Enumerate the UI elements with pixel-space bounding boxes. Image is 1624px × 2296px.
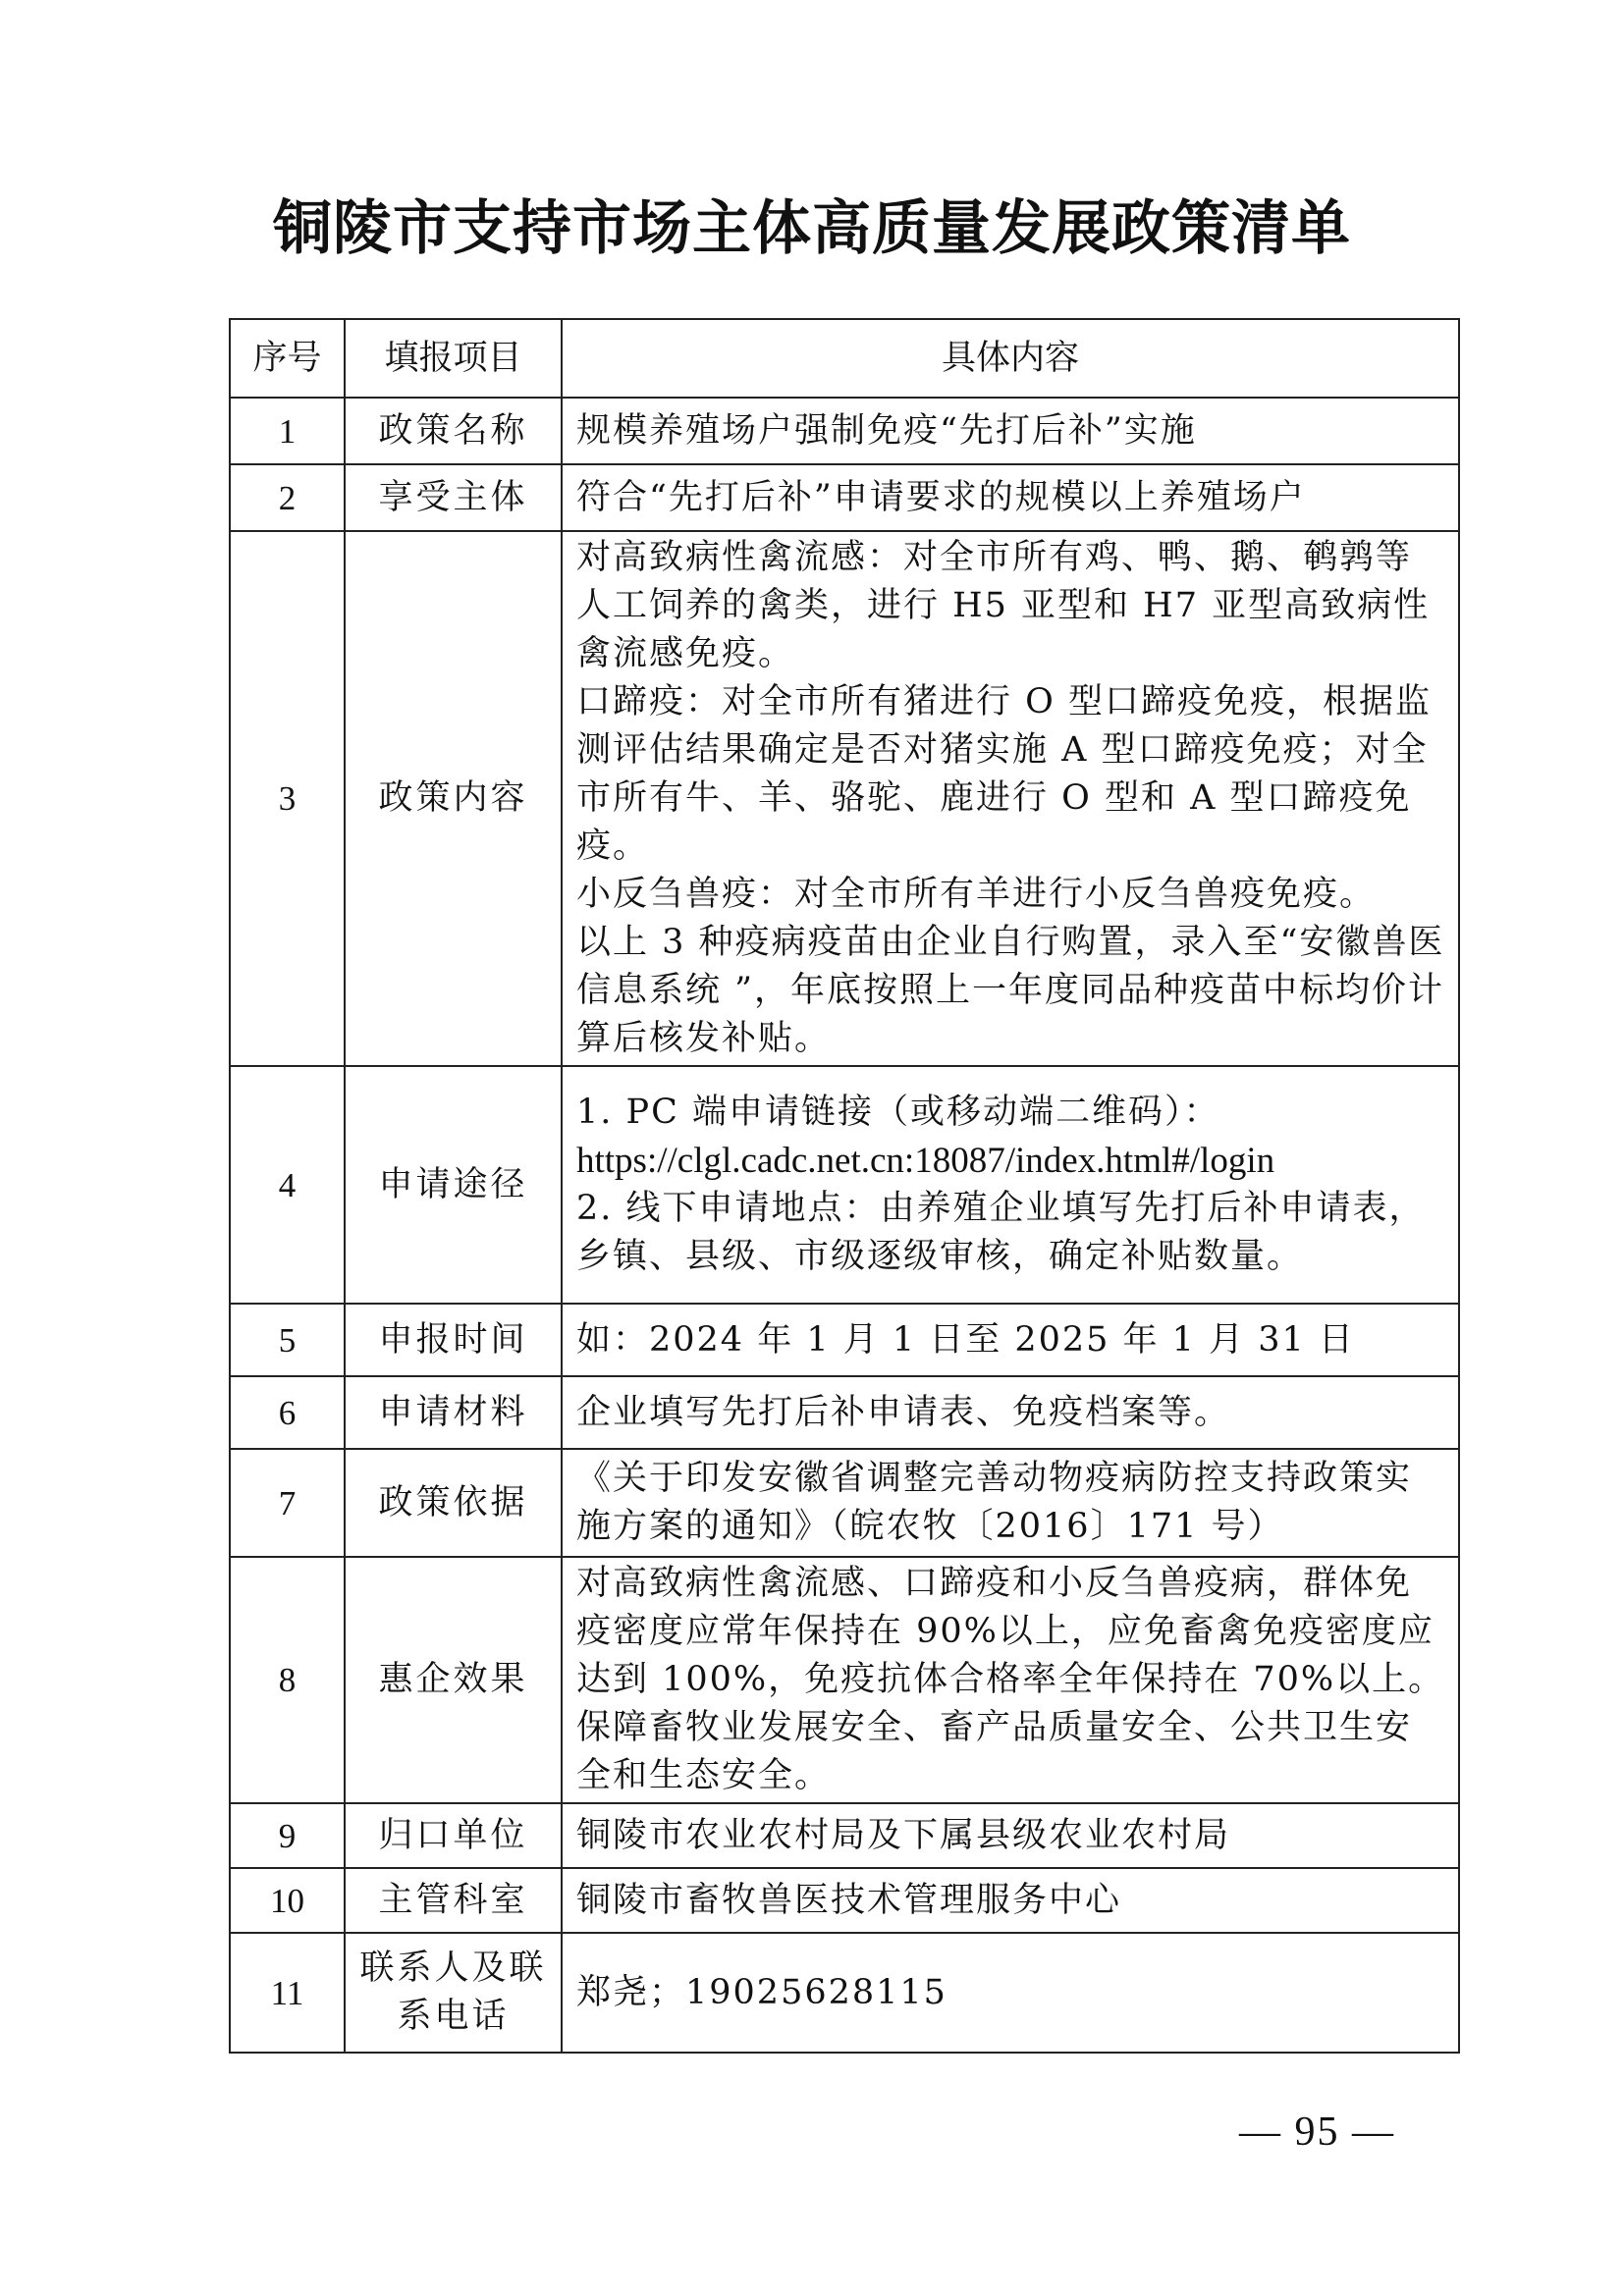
header-content: 具体内容: [562, 319, 1459, 398]
header-item: 填报项目: [345, 319, 562, 398]
table-row: [230, 398, 1459, 464]
application-link[interactable]: https://clgl.cadc.net.cn:18087/index.html#/login: [576, 1141, 1275, 1181]
content-paragraph: 1. PC 端申请链接（或移动端二维码）：: [576, 1093, 1220, 1132]
row-content: [562, 1803, 1459, 1868]
table-row: [230, 1376, 1459, 1449]
row-item: 申报时间: [345, 1304, 562, 1376]
table-row: [230, 1868, 1459, 1933]
row-item: 申请材料: [345, 1376, 562, 1449]
row-content: [562, 1066, 1459, 1304]
row-item: 政策依据: [345, 1449, 562, 1557]
row-number: 3: [230, 531, 345, 1066]
table-row: [230, 1449, 1459, 1557]
table-row: [230, 464, 1459, 531]
content-paragraph: 小反刍兽疫：对全市所有羊进行小反刍兽疫免疫。: [576, 875, 1377, 914]
table-row: [230, 1557, 1459, 1803]
row-item: 政策内容: [345, 531, 562, 1066]
table-row: [230, 1933, 1459, 2053]
table-row: [230, 1066, 1459, 1304]
content-paragraph: 口蹄疫：对全市所有猪进行 O 型口蹄疫免疫，根据监测评估结果确定是否对猪实施 A 型口蹄疫免疫；对全市所有牛、羊、骆驼、鹿进行 O 型和 A 型口蹄疫免疫。: [576, 682, 1432, 866]
content-paragraph: 对高致病性禽流感：对全市所有鸡、鸭、鹅、鹌鹑等人工饲养的禽类，进行 H5 亚型和 H7 亚型高致病性禽流感免疫。: [576, 538, 1431, 673]
content-paragraph: 2. 线下申请地点：由养殖企业填写先打后补申请表，乡镇、县级、市级逐级审核，确定补贴数量。: [576, 1189, 1426, 1276]
row-number: 2: [230, 464, 345, 531]
row-item: 惠企效果: [345, 1557, 562, 1803]
content-paragraph: 如：2024 年 1 月 1 日至 2025 年 1 月 31 日: [576, 1319, 1355, 1360]
row-number: 7: [230, 1449, 345, 1557]
content-paragraph: 铜陵市农业农村局及下属县级农业农村局: [576, 1815, 1231, 1855]
content-paragraph: 规模养殖场户强制免疫“先打后补”实施: [576, 410, 1197, 451]
row-content: [562, 1449, 1459, 1557]
row-item: 归口单位: [345, 1803, 562, 1868]
row-item: 联系人及联系电话: [345, 1933, 562, 2053]
row-item: 享受主体: [345, 464, 562, 531]
row-number: 10: [230, 1868, 345, 1933]
content-paragraph: 符合“先打后补”申请要求的规模以上养殖场户: [576, 477, 1306, 517]
row-content: [562, 1376, 1459, 1449]
row-number: 11: [230, 1933, 345, 2053]
row-number: 4: [230, 1066, 345, 1304]
row-item: 主管科室: [345, 1868, 562, 1933]
content-paragraph: 铜陵市畜牧兽医技术管理服务中心: [576, 1880, 1122, 1920]
policy-table: [229, 318, 1460, 2054]
table-header-row: [230, 319, 1459, 398]
content-paragraph: 企业填写先打后补申请表、免疫档案等。: [576, 1392, 1231, 1432]
row-content: [562, 1304, 1459, 1376]
row-number: 1: [230, 398, 345, 464]
row-item: 政策名称: [345, 398, 562, 464]
row-item: 申请途径: [345, 1066, 562, 1304]
row-content: [562, 464, 1459, 531]
page-number: — 95 —: [1239, 2109, 1395, 2155]
header-index: 序号: [230, 319, 345, 398]
content-paragraph: 对高致病性禽流感、口蹄疫和小反刍兽疫病，群体免疫密度应常年保持在 90%以上，应免畜禽免疫密度应达到 100%，免疫抗体合格率全年保持在 70%以上。保障畜牧业发展安全、畜产品质量安全、公共卫生安全和生态安全。: [576, 1564, 1445, 1795]
page-title: 铜陵市支持市场主体高质量发展政策清单: [273, 194, 1351, 263]
row-content: [562, 1933, 1459, 2053]
row-number: 8: [230, 1557, 345, 1803]
table-row: [230, 531, 1459, 1066]
row-number: 6: [230, 1376, 345, 1449]
content-paragraph: 以上 3 种疫病疫苗由企业自行购置，录入至“安徽兽医信息系统 ”，年底按照上一年度同品种疫苗中标均价计算后核发补贴。: [576, 923, 1445, 1058]
row-content: [562, 1868, 1459, 1933]
table-row: [230, 1304, 1459, 1376]
row-content: [562, 1557, 1459, 1803]
row-content: [562, 398, 1459, 464]
content-paragraph: 郑尧；19025628115: [576, 1972, 947, 2012]
table-row: [230, 1803, 1459, 1868]
row-number: 5: [230, 1304, 345, 1376]
row-content: [562, 531, 1459, 1066]
row-number: 9: [230, 1803, 345, 1868]
content-paragraph: 《关于印发安徽省调整完善动物疫病防控支持政策实施方案的通知》（皖农牧〔2016〕171 号）: [576, 1459, 1413, 1546]
